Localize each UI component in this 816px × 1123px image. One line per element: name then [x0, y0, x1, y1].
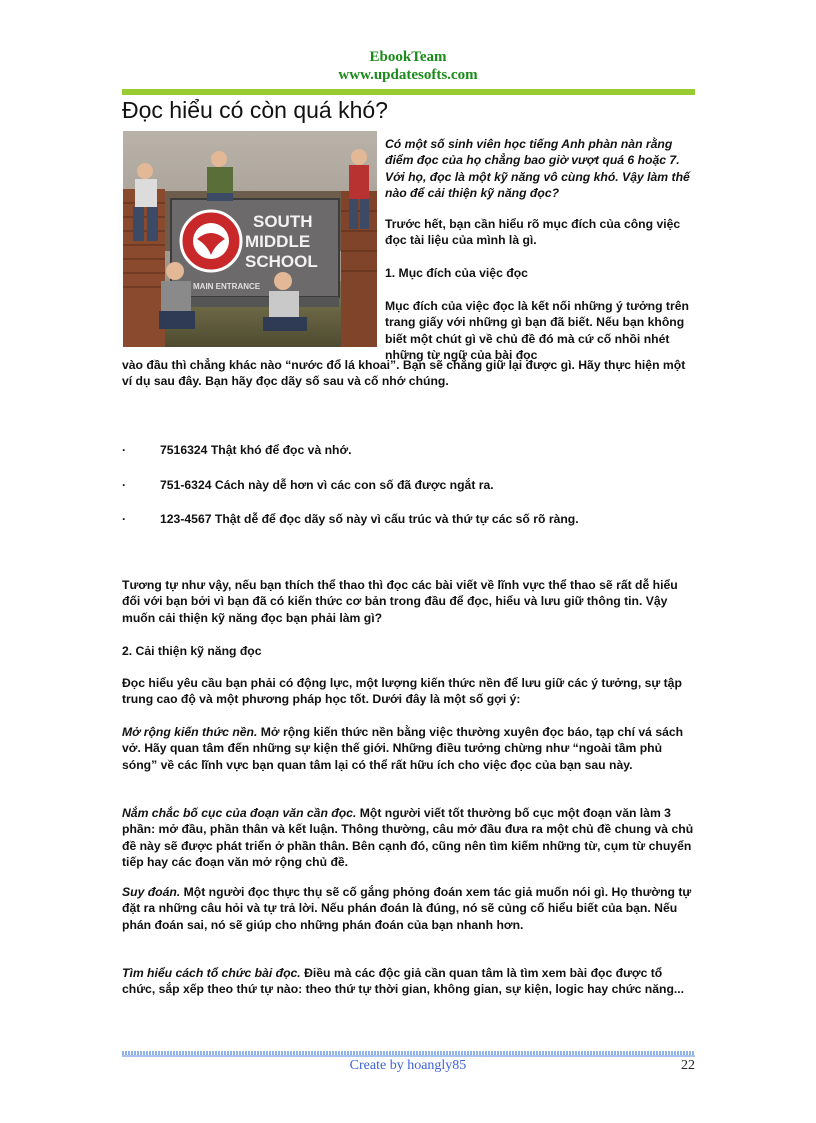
sign-text-2: MIDDLE	[245, 232, 311, 251]
sign-text-1: SOUTH	[253, 212, 313, 231]
tip-lead: Tìm hiểu cách tổ chức bài đọc.	[122, 966, 301, 980]
bullet-text: 7516324 Thật khó để đọc và nhớ.	[160, 443, 352, 457]
bullet-dot: ·	[122, 443, 127, 457]
paragraph-purpose-full: vào đầu thì chẳng khác nào “nước đổ lá khoai”. Bạn sẽ chẳng giữ lại được gì. Hãy thực hiện một ví dụ sau đây. Bạn hãy đọc dãy số sau và cố nhớ chúng.	[122, 358, 686, 389]
tip-text: Mở rộng kiến thức nền bằng việc thường xuyên đọc báo, tạp chí vá sách vở. Hãy quan tâm đến những sự kiện thế giới. Những điều tưởng chừng như “ngoài tầm phủ sóng” về các lĩnh vực bạn quan tâm lại có thể rất hữu ích cho việc đọc của bạn sau này.	[122, 725, 684, 772]
sign-text-4: MAIN ENTRANCE	[193, 282, 261, 291]
heading-purpose: 1. Mục đích của việc đọc	[385, 266, 528, 280]
heading-improve: 2. Cải thiện kỹ năng đọc	[122, 644, 262, 658]
tip-lead: Mở rộng kiến thức nền.	[122, 725, 258, 739]
header-title: EbookTeam	[369, 49, 447, 65]
tip-paragraph	[122, 805, 695, 870]
bullet-text: 751-6324 Cách này dễ hơn vì các con số đã được ngắt ra.	[160, 478, 494, 492]
tip-text: Điều mà các độc giả cần quan tâm là tìm xem bài đọc được tổ chức, sắp xếp theo thứ tự nào: theo thứ tự thời gian, không gian, sự kiện, logic hay chức năng...	[122, 966, 685, 997]
header-divider	[122, 89, 695, 95]
paragraph-similar: Tương tự như vậy, nếu bạn thích thể thao thì đọc các bài viết về lĩnh vực thể thao sẽ rất dễ hiểu đối với bạn bởi vì bạn đã có kiến thức cơ bản trong đầu để đọc, hiểu và lưu giữ thông tin. Vậy muốn cải thiện kỹ năng đọc bạn phải làm gì?	[122, 578, 678, 625]
page-number: 22	[681, 1058, 695, 1073]
tip-lead: Suy đoán.	[122, 885, 181, 899]
paragraph-purpose-side: Mục đích của việc đọc là kết nối những ý tưởng trên trang giấy với những gì bạn đã biết. Nếu bạn không biết một chút gì về chủ đề đó mà cứ cố nhồi nhét những từ ngữ của bài đọc	[385, 299, 689, 362]
page-title: Đọc hiểu có còn quá khó?	[122, 97, 388, 123]
tip-paragraph	[122, 965, 695, 998]
tip-lead: Nắm chắc bố cục của đoạn văn cần đọc.	[122, 806, 357, 820]
bullet-dot: ·	[122, 478, 127, 492]
bullet-text: 123-4567 Thật dễ để đọc dãy số này vì cấu trúc và thứ tự các số rõ ràng.	[160, 512, 579, 526]
tip-paragraph	[122, 884, 695, 933]
footer-credit: Create by hoangly85	[349, 1058, 467, 1073]
tip-text: Một người viết tốt thường bố cục một đoạn văn làm 3 phần: mở đầu, phần thân và kết luận. Thông thường, câu mở đầu đưa ra một chủ đề chung và chủ đề này sẽ được phát triển ở phần thân. Bên cạnh đó, cũng nên tìm kiếm những từ, cụm từ chuyển tiếp hay các đoạn văn mở rộng chủ đề.	[122, 806, 694, 869]
school-photo	[123, 131, 377, 347]
intro-paragraph: Có một số sinh viên học tiếng Anh phàn nàn rằng điểm đọc của họ chẳng bao giờ vượt quá 6 hoặc 7. Với họ, đọc là một kỹ năng vô cùng khó. Vậy làm thế nào để cải thiện kỹ năng đọc?	[385, 137, 690, 200]
paragraph-require: Đọc hiểu yêu cầu bạn phải có động lực, một lượng kiến thức nền để lưu giữ các ý tưởng, sự tập trung cao độ và một phương pháp học tốt. Dưới đây là một số gợi ý:	[122, 676, 682, 707]
header-url[interactable]: www.updatesofts.com	[338, 67, 478, 83]
tip-text: Một người đọc thực thụ sẽ cố gắng phỏng đoán xem tác giả muốn nói gì. Họ thường tự đặt ra những câu hỏi và tự trả lời. Nếu phán đoán là đúng, nó sẽ củng cố hiểu biết của bạn. Nếu phán đoán sai, nó sẽ giúp cho những phán đoán của bạn nhanh hơn.	[122, 885, 692, 932]
tip-paragraph	[122, 724, 695, 773]
bullet-dot: ·	[122, 512, 127, 526]
sign-text-3: SCHOOL	[245, 252, 318, 271]
header	[0, 48, 816, 84]
paragraph-first: Trước hết, bạn cần hiểu rõ mục đích của công việc đọc tài liệu của mình là gì.	[385, 217, 681, 248]
footer-divider-line	[122, 1055, 695, 1057]
